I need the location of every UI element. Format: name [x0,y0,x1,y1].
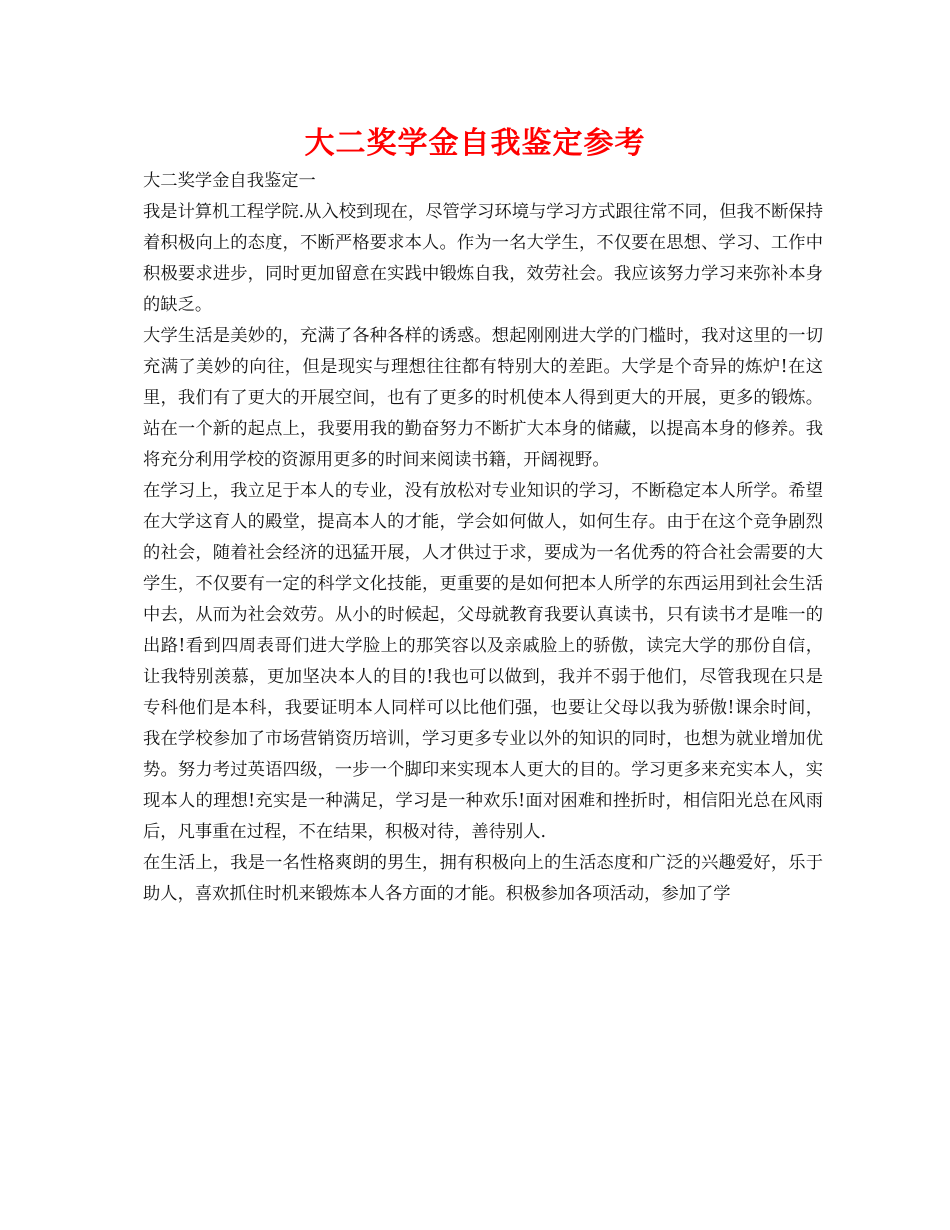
paragraph-3: 在学习上，我立足于本人的专业，没有放松对专业知识的学习，不断稳定本人所学。希望在大学这育人的殿堂，提高本人的才能，学会如何做人，如何生存。由于在这个竞争剧烈的社会，随着社会经济的迅猛开展，人才供过于求，要成为一名优秀的符合社会需要的大学生，不仅要有一定的科学文化技能，更重要的是如何把本人所学的东西运用到社会生活中去，从而为社会效劳。从小的时候起，父母就教育我要认真读书，只有读书才是唯一的出路!看到四周表哥们进大学脸上的那笑容以及亲戚脸上的骄傲，读完大学的那份自信，让我特别羡慕，更加坚决本人的目的!我也可以做到，我并不弱于他们，尽管我现在只是专科他们是本科，我要证明本人同样可以比他们强，也要让父母以我为骄傲!课余时间，我在学校参加了市场营销资历培训，学习更多专业以外的知识的同时，也想为就业增加优势。努力考过英语四级，一步一个脚印来实现本人更大的目的。学习更多来充实本人，实现本人的理想!充实是一种满足，学习是一种欢乐!面对困难和挫折时，相信阳光总在风雨后，凡事重在过程，不在结果，积极对待，善待别人. [143,481,823,842]
document-body [143,166,823,910]
paragraph-4: 在生活上，我是一名性格爽朗的男生，拥有积极向上的生活态度和广泛的兴趣爱好，乐于助人，喜欢抓住时机来锻炼本人各方面的才能。积极参加各项活动，参加了学 [143,853,823,904]
document-title: 大二奖学金自我鉴定参考 [304,126,646,161]
paragraph-1: 我是计算机工程学院.从入校到现在，尽管学习环境与学习方式跟往常不同，但我不断保持着积极向上的态度，不断严格要求本人。作为一名大学生，不仅要在思想、学习、工作中积极要求进步，同时更加留意在实践中锻炼自我，效劳社会。我应该努力学习来弥补本身的缺乏。 [143,202,823,315]
section-heading: 大二奖学金自我鉴定一 [143,171,316,191]
paragraph-2: 大学生活是美妙的，充满了各种各样的诱惑。想起刚刚进大学的门槛时，我对这里的一切充满了美妙的向往，但是现实与理想往往都有特别大的差距。大学是个奇异的炼炉!在这里，我们有了更大的开展空间，也有了更多的时机使本人得到更大的开展，更多的锻炼。站在一个新的起点上，我要用我的勤奋努力不断扩大本身的储藏，以提高本身的修养。我将充分利用学校的资源用更多的时间来阅读书籍，开阔视野。 [143,326,823,470]
